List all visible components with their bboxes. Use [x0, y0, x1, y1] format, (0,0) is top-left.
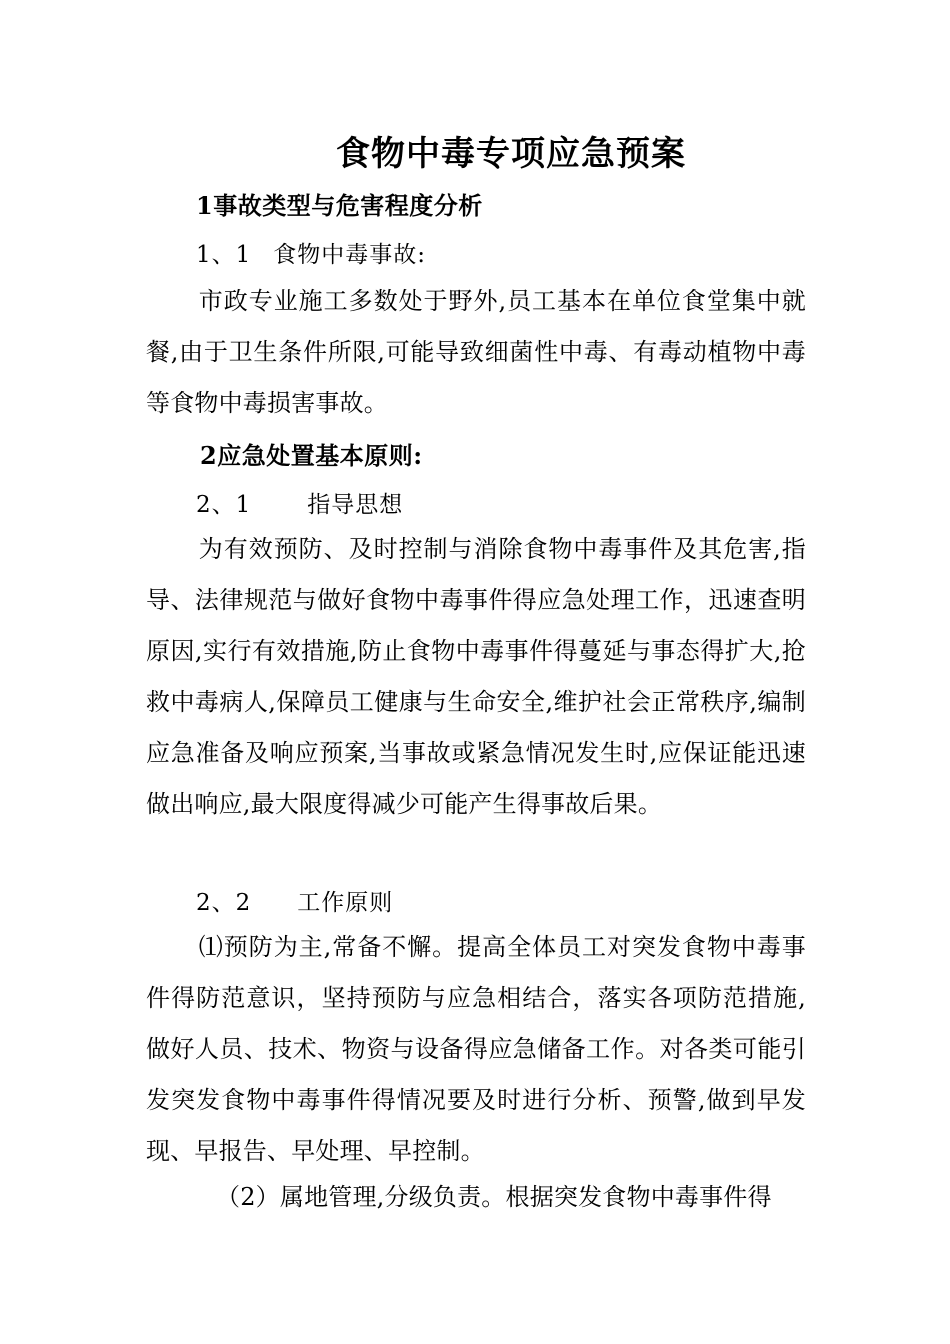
subsection-heading-1-1 [196, 236, 426, 269]
paragraph-2-1: 为有效预防、及时控制与消除食物中毒事件及其危害,指导、法律规范与做好食物中毒事件得应急处理工作，迅速查明原因,实行有效措施,防止食物中毒事件得蔓延与事态得扩大,抢救中毒病人,保障员工健康与生命安全,维护社会正常秩序,编制应急准备及响应预案,当事故或紧急情况发生时,应保证能迅速做出响应,最大限度得减少可能产生得事故后果。 [146, 535, 806, 818]
subsection-number: 2、1 [196, 492, 252, 518]
subsection-number: 2、2 [196, 890, 252, 916]
subsection-number: 1、1 [196, 242, 252, 268]
section-heading-2: 2应急处置基本原则: [200, 441, 423, 470]
paragraph-2-2-2: （2）属地管理,分级负责。根据突发食物中毒事件得 [216, 1183, 772, 1211]
subsection-label: 工作原则 [297, 890, 394, 916]
paragraph-2-2-1: ⑴预防为主,常备不懈。提高全体员工对突发食物中毒事件得防范意识，坚持预防与应急相结合，落实各项防范措施,做好人员、技术、物资与设备得应急储备工作。对各类可能引发突发食物中毒事件得情况要及时进行分析、预警,做到早发现、早报告、早处理、早控制。 [146, 933, 806, 1165]
section-heading-1: 1事故类型与危害程度分析 [196, 191, 483, 220]
subsection-heading-2-1 [196, 486, 403, 519]
subsection-label: 食物中毒事故: [273, 242, 427, 268]
paragraph-1-1: 市政专业施工多数处于野外,员工基本在单位食堂集中就餐,由于卫生条件所限,可能导致细菌性中毒、有毒动植物中毒等食物中毒损害事故。 [146, 287, 806, 417]
subsection-label: 指导思想 [307, 492, 404, 518]
document-title: 食物中毒专项应急预案 [336, 134, 686, 174]
subsection-heading-2-2 [196, 884, 393, 917]
